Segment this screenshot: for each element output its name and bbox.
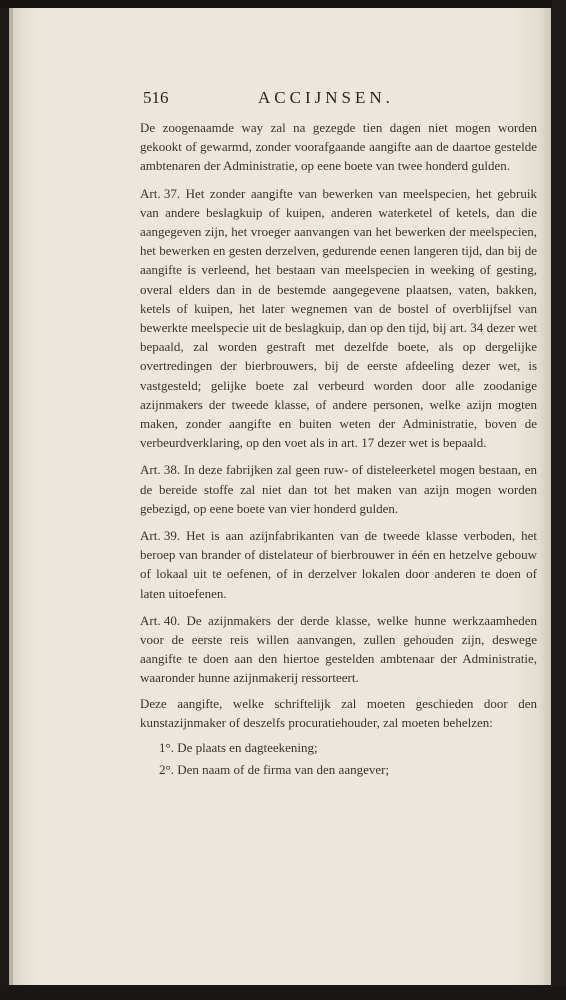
scan-border-top	[0, 0, 566, 8]
paragraph-text: In deze fabrijken zal geen ruw- of disteleerketel mogen bestaan, en de bereide stoffe zal niet dan tot het maken van azijn mogen worden gebezigd, op eene boete van vier honderd gulden.	[140, 462, 538, 516]
article-number: Art. 38.	[140, 462, 181, 478]
running-title: ACCIJNSEN.	[258, 88, 394, 107]
paragraph-text: De zoogenaamde way zal na gezegde tien dagen niet mogen worden gekookt of gewarmd, zonder voorafgaande aangifte aan de daartoe gestelde ambtenaren der Administratie, op eene boete van twee honderd gulden.	[140, 120, 537, 174]
article-number: Art. 40.	[140, 612, 181, 628]
page-body	[140, 118, 537, 783]
article-number: Art. 39.	[140, 528, 181, 544]
paragraph-text: Het zonder aangifte van bewerken van meelspecien, het gebruik van andere beslagkuip of kuipen, anderen waterketel of ketels, dan die aangegeven zijn, het vroeger aanvangen van het bewerken der meelspecien, het bewerken en gesten derzelven, gedurende eenen langeren tijd, dan bij de aangifte is verleend, het bestaan van meelspecien in weeking of gesting, overal elders dan in de bestemde aangegevene plaatsen, vaten, bakken, ketels of kuipen, het later wegnemen van de bostel of overblijfsel van bewerkte meelspecie uit de beslagkuip, dan op den tijd, bij art. 34 dezer wet bepaald, zal worden gestraft met dezelfde boete, als op dergelijke overtredingen der bierbrouwers, bij de eerste afdeeling dezer wet, is vastgesteld; gelijke boete zal verbeurd worden door alle zoodanige azijnmakers der tweede klasse, of andere personen, welke azijn mogten maken, zonder aangifte en buiten weten der Administratie, boven de verbeurdverklaring, op den voet als in art. 17 dezer wet is bepaald.	[140, 185, 537, 451]
list-item: 1°. De plaats en dagteekening;	[159, 740, 318, 756]
list-item: 2°. Den naam of de firma van den aangever;	[159, 762, 390, 778]
paragraph-declaration	[140, 694, 537, 732]
paragraph-art-39	[140, 526, 537, 603]
paragraph-art-38	[140, 460, 537, 518]
page-number: 516	[143, 88, 169, 107]
page-header	[0, 88, 566, 112]
scan-border-bottom	[0, 985, 566, 1000]
paragraph-text: Deze aangifte, welke schriftelijk zal moeten geschieden door den kunstazijnmaker of deszelfs procuratiehouder, zal moeten behelzen:	[140, 695, 537, 730]
paragraph-intro	[140, 118, 537, 176]
paragraph-text: De azijnmakers der derde klasse, welke hunne werkzaamheden voor de eerste reis willen aanvangen, zullen gehouden zijn, deswege aangifte te doen aan den hiertoe gestelden ambtenaar der Administratie, waaronder hunne azijnmakerij ressorteert.	[140, 612, 537, 686]
article-number: Art. 37.	[140, 185, 181, 201]
scan-border-right	[552, 0, 566, 1000]
paragraph-text: Het is aan azijnfabrikanten van de tweede klasse verboden, het beroep van brander of distelateur of bierbrouwer in één en hetzelve gebouw of lokaal uit te oefenen, of in derzelver lokalen door anderen te doen of laten uitoefenen.	[140, 528, 537, 601]
paragraph-art-37	[140, 184, 537, 453]
paragraph-art-40	[140, 611, 537, 688]
page-gutter-edge	[9, 8, 13, 985]
